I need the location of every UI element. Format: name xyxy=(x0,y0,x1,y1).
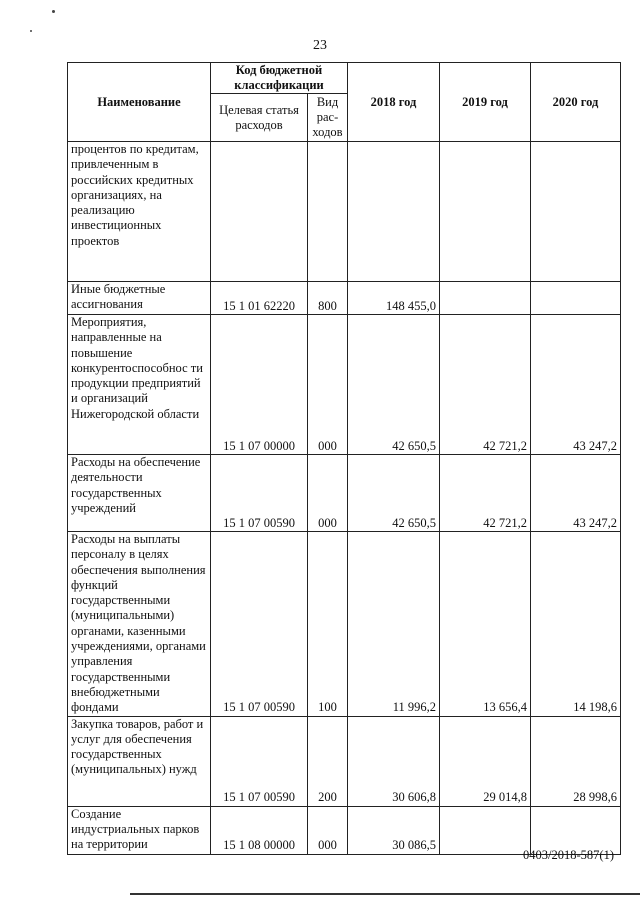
row-expense-type: 800 xyxy=(308,282,348,315)
table-row xyxy=(68,282,621,315)
row-name: Мероприятия, направленные на повышение конкурентоспособнос ти продукции предприятий и организаций Нижегородской области xyxy=(68,315,211,455)
row-2018: 148 455,0 xyxy=(348,282,440,315)
table-row xyxy=(68,142,621,282)
row-expense-type: 000 xyxy=(308,455,348,532)
row-2018: 11 996,2 xyxy=(348,532,440,717)
row-2018: 42 650,5 xyxy=(348,315,440,455)
header-name: Наименование xyxy=(68,63,211,142)
row-name: процентов по кредитам, привлеченным в российских кредитных организациях, на реализацию инвестиционных проектов xyxy=(68,142,211,282)
page-number: 23 xyxy=(313,38,327,53)
row-2019 xyxy=(440,142,531,282)
row-2020: 28 998,6 xyxy=(531,716,621,806)
row-expense-type xyxy=(308,142,348,282)
row-2020 xyxy=(531,806,621,854)
row-2018: 30 086,5 xyxy=(348,806,440,854)
row-2020 xyxy=(531,282,621,315)
row-name: Расходы на выплаты персоналу в целях обеспечения выполнения функций государственными (муниципальными) органами, казенными учреждениями, органами управления государственными внебюджетными фондами xyxy=(68,532,211,717)
row-target-article: 15 1 08 00000 xyxy=(211,806,308,854)
row-target-article: 15 1 07 00590 xyxy=(211,716,308,806)
row-2019: 42 721,2 xyxy=(440,455,531,532)
row-2018: 30 606,8 xyxy=(348,716,440,806)
scan-speck xyxy=(30,30,32,32)
bottom-scan-line xyxy=(130,893,640,895)
header-2018: 2018 год xyxy=(348,63,440,142)
row-2019 xyxy=(440,806,531,854)
header-expense-type: Вид рас-ходов xyxy=(308,94,348,142)
row-2019: 29 014,8 xyxy=(440,716,531,806)
row-target-article: 15 1 07 00590 xyxy=(211,532,308,717)
row-expense-type: 100 xyxy=(308,532,348,717)
document-code: 0403/2018-587(1) xyxy=(523,848,614,862)
table-row xyxy=(68,532,621,717)
row-name: Расходы на обеспечение деятельности государственных учреждений xyxy=(68,455,211,532)
row-2020: 43 247,2 xyxy=(531,455,621,532)
row-expense-type: 000 xyxy=(308,315,348,455)
scan-speck xyxy=(52,10,55,13)
row-2018: 42 650,5 xyxy=(348,455,440,532)
header-2019: 2019 год xyxy=(440,63,531,142)
row-target-article: 15 1 07 00590 xyxy=(211,455,308,532)
row-expense-type: 200 xyxy=(308,716,348,806)
row-name: Закупка товаров, работ и услуг для обеспечения государственных (муниципальных) нужд xyxy=(68,716,211,806)
row-2020: 14 198,6 xyxy=(531,532,621,717)
row-expense-type: 000 xyxy=(308,806,348,854)
row-target-article xyxy=(211,142,308,282)
row-name: Иные бюджетные ассигнования xyxy=(68,282,211,315)
row-2018 xyxy=(348,142,440,282)
table-row xyxy=(68,315,621,455)
table-row xyxy=(68,455,621,532)
header-budget-code: Код бюджетной классификации xyxy=(211,63,348,94)
header-target-article: Целевая статья расходов xyxy=(211,94,308,142)
row-2020 xyxy=(531,142,621,282)
row-target-article: 15 1 01 62220 xyxy=(211,282,308,315)
row-2019: 13 656,4 xyxy=(440,532,531,717)
row-2020: 43 247,2 xyxy=(531,315,621,455)
row-2019 xyxy=(440,282,531,315)
row-2019: 42 721,2 xyxy=(440,315,531,455)
table-row xyxy=(68,806,621,854)
row-name: Создание индустриальных парков на территории xyxy=(68,806,211,854)
row-target-article: 15 1 07 00000 xyxy=(211,315,308,455)
budget-table xyxy=(67,62,621,855)
header-2020: 2020 год xyxy=(531,63,621,142)
table-row xyxy=(68,716,621,806)
